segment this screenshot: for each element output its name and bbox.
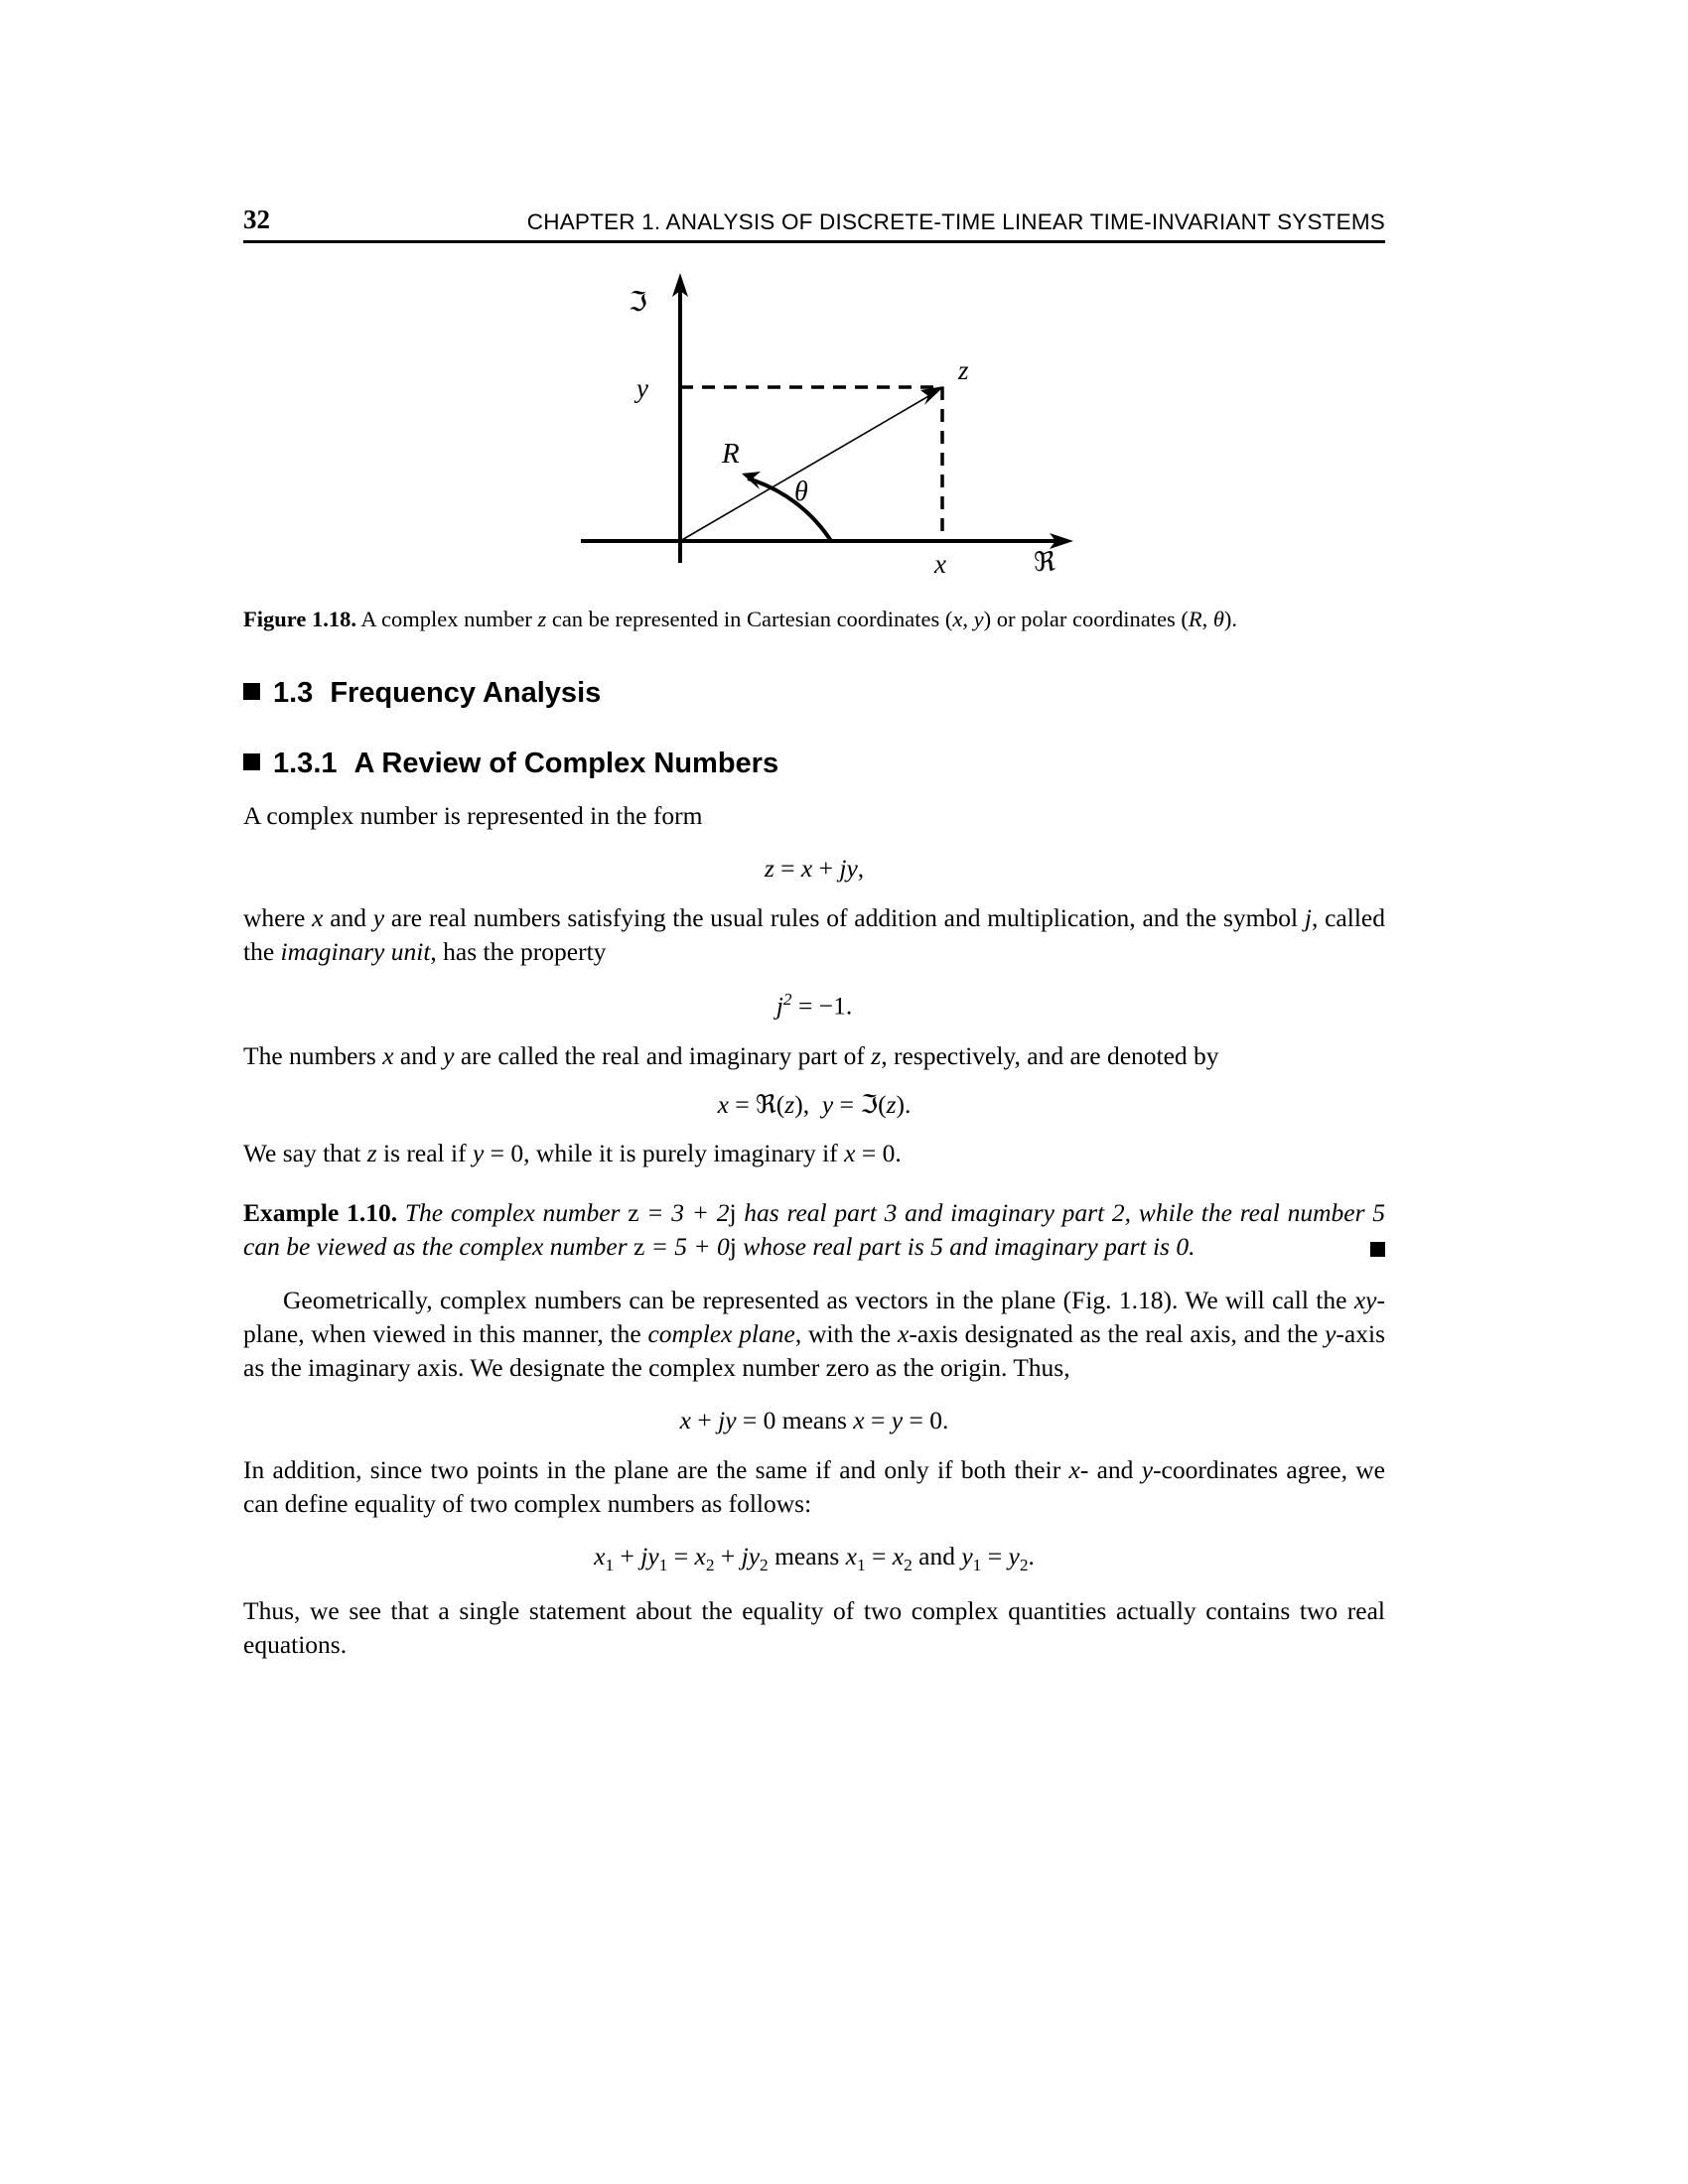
x-coordinate-label: x <box>934 549 946 579</box>
section-title-1-3-1: A Review of Complex Numbers <box>353 748 779 780</box>
point-z-label: z <box>958 355 969 385</box>
section-number-1-3: 1.3 <box>273 677 314 710</box>
figure-caption-label: Figure 1.18. <box>243 607 356 631</box>
imaginary-axis-label: ℑ <box>629 287 647 318</box>
running-head-title: CHAPTER 1. ANALYSIS OF DISCRETE-TIME LINEAR TIME-INVARIANT SYSTEMS <box>526 208 1385 234</box>
section-heading-1-3-1 <box>243 748 1385 780</box>
angle-arc <box>748 478 831 541</box>
real-axis-label: ℜ <box>1034 547 1055 578</box>
equation-equality: $x_1 + jy_1 = x_2 + jy_2$ means $x_1 = x_2$ and $y_1 = y_2$. <box>594 1541 1035 1574</box>
figure-caption <box>243 605 1385 633</box>
square-bullet-icon <box>243 683 260 700</box>
radius-R-label: R <box>722 438 740 470</box>
equation-re-im: x = ℜ(z), y = ℑ(z). <box>717 1090 912 1121</box>
equation-z-definition: z = x + jy, <box>764 853 865 883</box>
section-heading-1-3 <box>243 677 1385 710</box>
radius-vector-line <box>680 395 930 541</box>
paragraph-equality: In addition, since two points in the plane are the same if and only if both their x- and y-coordinates agree, we can define equality of two complex numbers as follows: <box>243 1455 1385 1519</box>
equation-j-squared: $j^2 = -1$. <box>775 989 853 1021</box>
paragraph-real-or-imaginary: We say that z is real if y = 0, while it is purely imaginary if x = 0. <box>243 1138 902 1167</box>
complex-plane-diagram <box>571 265 1087 579</box>
paragraph-real-numbers: where x and y are real numbers satisfying the usual rules of addition and multiplication, and the symbol j, called the imaginary unit, has the property <box>243 903 1385 967</box>
section-number-1-3-1: 1.3.1 <box>273 748 338 780</box>
example-label: Example 1.10. <box>243 1198 398 1228</box>
paragraph-real-imag-parts: The numbers x and y are called the real and imaginary part of z, respectively, and are denoted by <box>243 1040 1219 1070</box>
figure-1-18 <box>243 265 1385 579</box>
page-number: 32 <box>243 205 270 234</box>
example-end-marker-icon <box>1370 1242 1385 1257</box>
paragraph-geometric: Geometrically, complex numbers can be represented as vectors in the plane (Fig. 1.18). We will call the xy-plane, when viewed in this manner, the complex plane, with the x-axis designated as the real axis, and the y-axis as the imaginary axis. We designate the complex number zero as the origin. Thus, <box>243 1285 1385 1383</box>
square-bullet-icon <box>243 753 260 770</box>
y-coordinate-label: y <box>636 373 648 403</box>
section-title-1-3: Frequency Analysis <box>330 677 602 710</box>
paragraph-intro: A complex number is represented in the form <box>243 801 703 831</box>
paragraph-conclusion: Thus, we see that a single statement about the equality of two complex quantities actually contains two real equations. <box>243 1595 1385 1659</box>
equation-zero: x + jy = 0 means x = y = 0. <box>679 1405 949 1434</box>
figure-caption-text: A complex number z can be represented in Cartesian coordinates (x, y) or polar coordinates (R, θ). <box>360 607 1238 631</box>
page-content <box>243 194 1385 1662</box>
example-1-10 <box>243 1196 1385 1265</box>
running-head <box>243 194 1385 243</box>
example-text: The complex number z = 3 + 2j has real part 3 and imaginary part 2, while the real number 5 can be viewed as the complex number z = 5 + 0j whose real part is 5 and imaginary part is 0. <box>243 1198 1385 1262</box>
header-rule <box>243 240 1385 243</box>
angle-theta-label: θ <box>794 477 808 507</box>
